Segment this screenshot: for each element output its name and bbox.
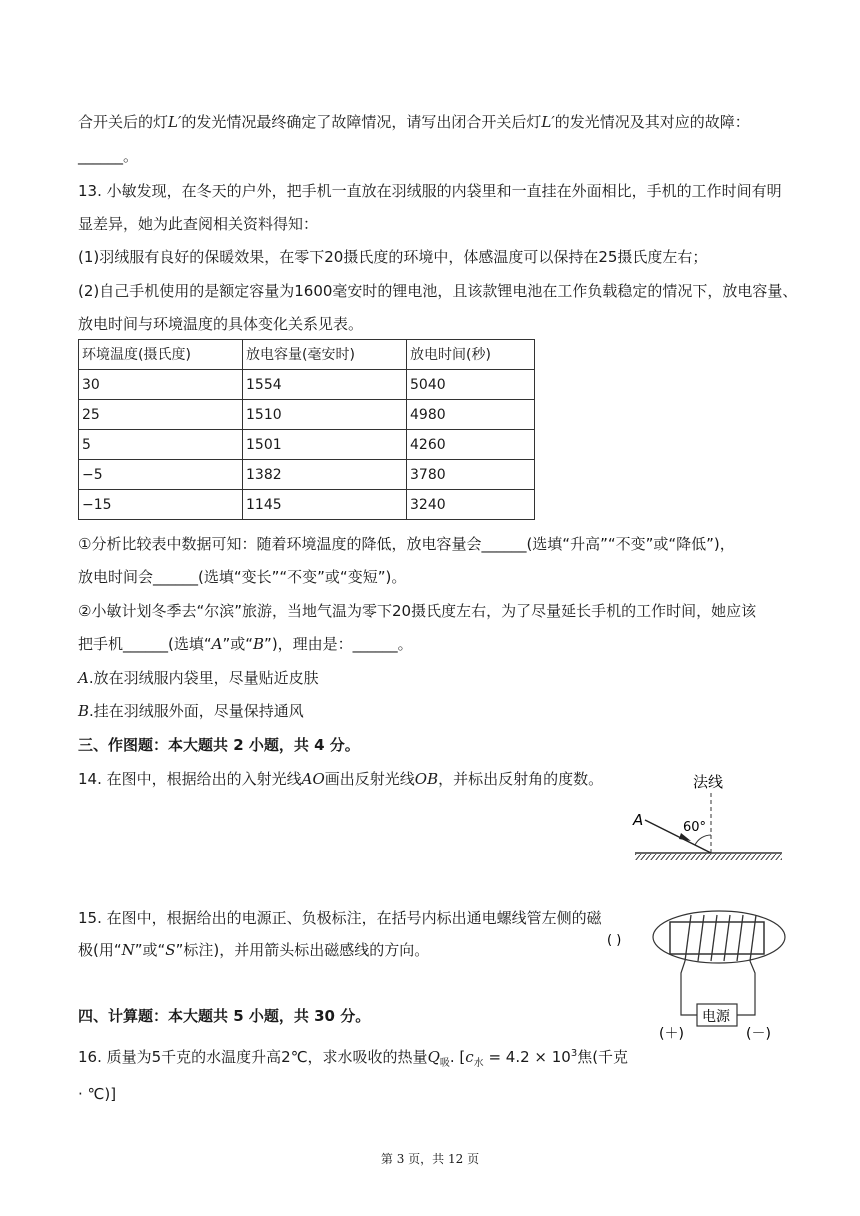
- table-row: [79, 490, 535, 520]
- q16-stem-line1: [78, 1044, 628, 1074]
- q13-item1: (1)羽绒服有良好的保暖效果，在零下20摄氏度的环境中，体感温度可以保持在25摄氏度左右；: [78, 248, 708, 266]
- solenoid-figure: [605, 895, 795, 1055]
- table-cell: 3240: [407, 490, 535, 520]
- table-cell: 5040: [407, 370, 535, 400]
- q13-option-a: [78, 668, 319, 688]
- q15-stem-line2: [78, 940, 429, 960]
- table-header-row: [79, 340, 535, 370]
- page-footer: 第 3 页，共 12 页: [380, 1152, 480, 1166]
- q13-sub2-line2: [78, 634, 413, 654]
- discharge-table: [78, 339, 535, 520]
- table-header: 环境温度(摄氏度): [79, 340, 243, 370]
- heat-subscript: 吸: [439, 1058, 450, 1069]
- table-cell: 25: [79, 400, 243, 430]
- table-row: [79, 460, 535, 490]
- table-cell: 1501: [243, 430, 407, 460]
- table-header: 放电容量(毫安时): [243, 340, 407, 370]
- table-cell: −15: [79, 490, 243, 520]
- point-a-label: A: [633, 811, 644, 829]
- section-title: 四、计算题：本大题共 5 小题，共 30 分。: [78, 1007, 371, 1025]
- q13-option-b: [78, 701, 304, 721]
- q12-text: 合开关后的灯: [78, 113, 169, 131]
- option-text: .放在羽绒服内袋里，尽量贴近皮肤: [88, 669, 319, 687]
- table-cell: 5: [79, 430, 243, 460]
- lamp-symbol: L′: [541, 113, 555, 131]
- exponent: 3: [570, 1048, 578, 1059]
- q15-text: ”或“: [134, 941, 166, 959]
- pole-bracket[interactable]: ( ): [607, 933, 622, 948]
- specific-heat-symbol: c: [465, 1048, 474, 1066]
- q15-text: 极(用“: [78, 941, 122, 959]
- q16-text: = 4.2 × 10: [483, 1048, 571, 1066]
- option-letter: A: [78, 669, 89, 687]
- q12-answer-blank[interactable]: ______。: [78, 147, 139, 165]
- table-cell: 30: [79, 370, 243, 400]
- negative-terminal-label: (－): [746, 1026, 771, 1042]
- power-source-label: 电源: [702, 1009, 730, 1025]
- normal-label: 法线: [693, 773, 724, 791]
- positive-terminal-label: (＋): [659, 1026, 684, 1042]
- q14-text: 14. 在图中，根据给出的入射光线: [78, 770, 302, 788]
- q13-stem-line2: 显差异，她为此查阅相关资料得知：: [78, 215, 319, 233]
- wire-left: [681, 961, 697, 1015]
- reflection-figure: [625, 765, 790, 865]
- lamp-symbol: L′: [168, 113, 182, 131]
- q12-text: 的发光情况及其对应的故障：: [554, 113, 750, 131]
- q13-item2-line2: 放电时间与环境温度的具体变化关系见表。: [78, 315, 364, 333]
- q14-text: ，并标出反射角的度数。: [438, 770, 604, 788]
- table-cell: 4260: [407, 430, 535, 460]
- q16-text: . [: [449, 1048, 466, 1066]
- q13-text: ”或“: [222, 635, 254, 653]
- solenoid-core: [670, 922, 764, 954]
- option-letter: B: [253, 635, 265, 653]
- wire-right: [737, 961, 755, 1015]
- q14-text: 画出反射光线: [324, 770, 415, 788]
- q13-item2-line1: (2)自己手机使用的是额定容量为1600毫安时的锂电池，且该款锂电池在工作负载稳定的情况下，放电容量、: [78, 282, 798, 300]
- q12-text: 的发光情况最终确定了故障情况，请写出闭合开关后灯: [181, 113, 542, 131]
- heat-symbol: Q: [427, 1048, 440, 1066]
- table-cell: 1382: [243, 460, 407, 490]
- q13-sub1-line2: 放电时间会______(选填“变长”“不变”或“变短”)。: [78, 568, 407, 586]
- q16-stem-line2: · ℃)]: [78, 1085, 117, 1103]
- q13-sub1-line1: ①分析比较表中数据可知：随着环境温度的降低，放电容量会______(选填“升高”“不变”或“降低”)，: [78, 535, 735, 553]
- pole-letter: N: [121, 941, 135, 959]
- q14-stem: [78, 769, 603, 789]
- q13-stem-line1: 13. 小敏发现，在冬天的户外，把手机一直放在羽绒服的内袋里和一直挂在外面相比，手机的工作时间有明: [78, 182, 782, 200]
- q16-text: 焦(千克: [577, 1048, 629, 1066]
- table-cell: 3780: [407, 460, 535, 490]
- specific-heat-subscript: 水: [473, 1058, 484, 1069]
- section-title: 三、作图题：本大题共 2 小题，共 4 分。: [78, 736, 360, 754]
- table-cell: 1554: [243, 370, 407, 400]
- option-text: .挂在羽绒服外面，尽量保持通风: [89, 702, 304, 720]
- table-row: [79, 370, 535, 400]
- ray-label: OB: [414, 770, 439, 788]
- table-header: 放电时间(秒): [407, 340, 535, 370]
- table-cell: 1145: [243, 490, 407, 520]
- q15-stem-line1: 15. 在图中，根据给出的电源正、负极标注，在括号内标出通电螺线管左侧的磁: [78, 909, 602, 927]
- angle-label: 60°: [683, 820, 707, 835]
- option-letter: B: [78, 702, 90, 720]
- q15-text: ”标注)，并用箭头标出磁感线的方向。: [175, 941, 430, 959]
- angle-arc: [695, 835, 711, 845]
- q16-text: 16. 质量为5千克的水温度升高2℃，求水吸收的热量: [78, 1048, 428, 1066]
- mirror-hatch: [635, 854, 782, 860]
- table-cell: 4980: [407, 400, 535, 430]
- table-row: [79, 400, 535, 430]
- q13-sub2-line1: ②小敏计划冬季去“尔滨”旅游，当地气温为零下20摄氏度左右，为了尽量延长手机的工作时间，她应该: [78, 602, 757, 620]
- pole-letter: S: [165, 941, 176, 959]
- table-row: [79, 430, 535, 460]
- q13-text: 把手机______(选填“: [78, 635, 212, 653]
- q13-text: ”)，理由是：______。: [264, 635, 413, 653]
- table-cell: 1510: [243, 400, 407, 430]
- table-cell: −5: [79, 460, 243, 490]
- q12-tail-line: [78, 112, 750, 132]
- option-letter: A: [211, 635, 223, 653]
- ray-label: AO: [301, 770, 325, 788]
